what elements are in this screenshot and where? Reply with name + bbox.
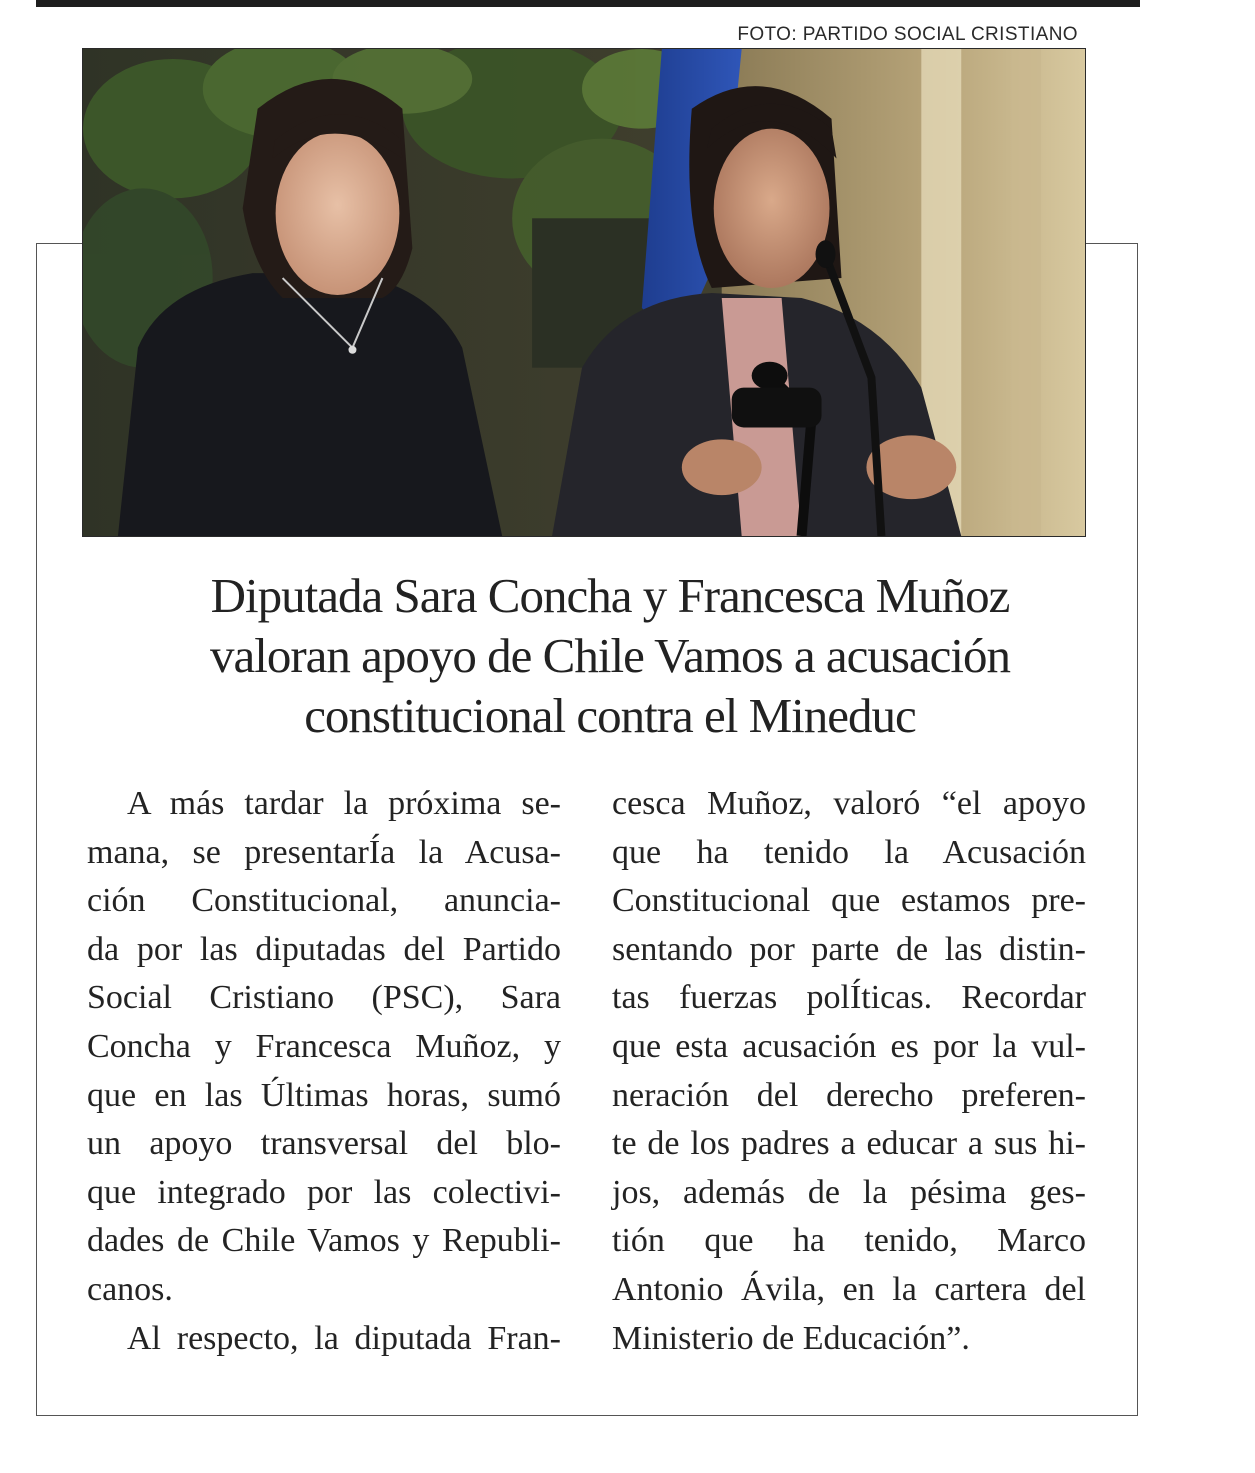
photo-illustration — [83, 49, 1085, 536]
body-line: Constitucional que estamos pre- — [612, 882, 1086, 920]
body-column-right — [612, 780, 1086, 1363]
headline-line: valoran apoyo de Chile Vamos a acusación — [209, 628, 1010, 683]
body-line: te de los padres a educar a sus hi- — [612, 1125, 1086, 1163]
body-line: dades de Chile Vamos y Republi- — [87, 1222, 561, 1260]
body-line: canos. — [87, 1270, 173, 1308]
body-line: tión que ha tenido, Marco — [612, 1222, 1086, 1260]
body-line: ción Constitucional, anuncia- — [87, 882, 561, 920]
body-line: que integrado por las colectivi- — [87, 1173, 561, 1211]
body-line: mana, se presentarÍa la Acusa- — [87, 833, 561, 871]
body-column-left — [87, 780, 561, 1363]
body-line: tas fuerzas polÍticas. Recordar — [612, 979, 1086, 1017]
body-line: un apoyo transversal del blo- — [87, 1125, 561, 1163]
headline — [100, 566, 1120, 746]
body-line: que esta acusación es por la vul- — [612, 1027, 1086, 1065]
body-line: Social Cristiano (PSC), Sara — [87, 979, 561, 1017]
body-line: neración del derecho preferen- — [612, 1076, 1086, 1114]
body-line: que en las Últimas horas, sumó — [87, 1076, 561, 1114]
headline-line: Diputada Sara Concha y Francesca Muñoz — [210, 568, 1010, 623]
photo-credit: FOTO: PARTIDO SOCIAL CRISTIANO — [737, 24, 1078, 45]
body-line: que ha tenido la Acusación — [612, 833, 1086, 871]
body-line: Antonio Ávila, en la cartera del — [612, 1270, 1086, 1308]
top-rule — [36, 0, 1140, 7]
body-line: Concha y Francesca Muñoz, y — [87, 1027, 561, 1065]
body-line: A más tardar la próxima se- — [127, 785, 561, 822]
headline-line: constitucional contra el Mineduc — [304, 688, 916, 743]
body-line: da por las diputadas del Partido — [87, 930, 561, 968]
article-photo — [82, 48, 1086, 537]
body-line: Al respecto, la diputada Fran- — [127, 1319, 561, 1357]
body-line: cesca Muñoz, valoró “el apoyo — [612, 785, 1086, 822]
body-line: Ministerio de Educación”. — [612, 1319, 970, 1357]
body-line: jos, además de la pésima ges- — [612, 1173, 1086, 1211]
body-line: sentando por parte de las distin- — [612, 930, 1086, 968]
